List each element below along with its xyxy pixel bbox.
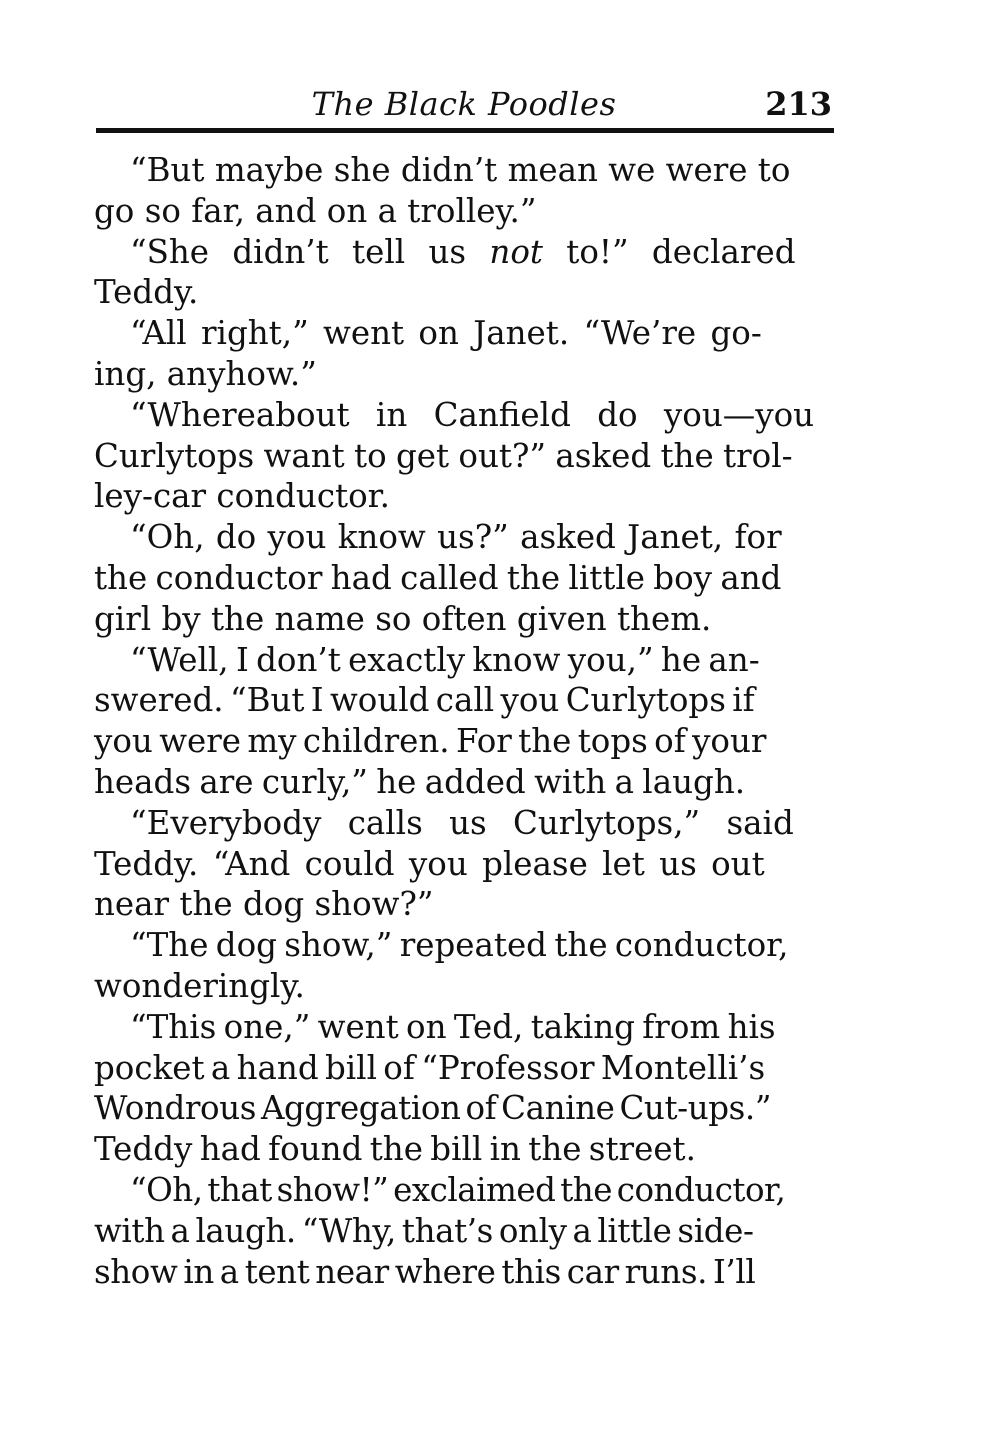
text-line: with a laugh. “Why, that’s only a little side-: [94, 1211, 754, 1250]
text-line: “All right,” went on Janet. “We’re go-: [130, 314, 762, 353]
text-run: to!” declared: [542, 232, 796, 271]
paragraph: [94, 925, 834, 1007]
text-line: heads are curly,” he added with a laugh.: [94, 762, 746, 801]
text-line: pocket a hand bill of “Professor Montelli’s: [94, 1048, 766, 1087]
text-line: “Everybody calls us Curlytops,” said: [130, 803, 794, 842]
paragraph: [94, 232, 834, 314]
text-line: [94, 232, 834, 273]
text-line: girl by the name so often given them.: [94, 599, 712, 638]
text-line: Teddy had found the bill in the street.: [94, 1130, 696, 1169]
text-line: wonderingly.: [94, 966, 305, 1005]
text-run: “She didn’t tell us: [130, 232, 490, 271]
emphasis: not: [489, 232, 543, 271]
paragraph: [94, 803, 834, 925]
running-title: The Black Poodles: [311, 85, 617, 123]
text-line: “This one,” went on Ted, taking from his: [130, 1007, 776, 1046]
text-line: “Whereabout in Canfield do you—you: [130, 395, 815, 434]
text-line: “Oh, that show!” exclaimed the conductor,: [130, 1170, 786, 1209]
paragraph: [94, 517, 834, 639]
running-head: [96, 82, 832, 126]
text-line: near the dog show?”: [94, 885, 434, 924]
text-line: “The dog show,” repeated the conductor,: [130, 926, 789, 965]
body-text: [94, 150, 834, 1292]
text-line: Teddy. “And could you please let us out: [94, 844, 765, 883]
text-line: “Well, I don’t exactly know you,” he an-: [130, 640, 760, 679]
text-line: swered. “But I would call you Curlytops if: [94, 681, 755, 720]
paragraph: [94, 395, 834, 517]
text-line: Teddy.: [94, 273, 199, 312]
header-rule: [96, 128, 834, 133]
paragraph: [94, 313, 834, 395]
paragraph: [94, 1007, 834, 1170]
page-number: 213: [765, 85, 832, 123]
paragraph: [94, 1170, 834, 1292]
text-line: Wondrous Aggregation of Canine Cut-ups.”: [94, 1089, 772, 1128]
text-line: the conductor had called the little boy and: [94, 558, 782, 597]
text-line: ley-car conductor.: [94, 477, 390, 516]
paragraph: [94, 150, 834, 232]
text-line: “But maybe she didn’t mean we were to: [130, 151, 791, 189]
text-line: go so far, and on a trolley.”: [94, 191, 537, 230]
text-line: ing, anyhow.”: [94, 354, 317, 393]
paragraph: [94, 640, 834, 803]
text-line: Curlytops want to get out?” asked the trol-: [94, 436, 793, 475]
text-line: “Oh, do you know us?” asked Janet, for: [130, 518, 782, 557]
text-line: show in a tent near where this car runs. I’ll: [94, 1252, 756, 1291]
text-line: you were my children. For the tops of your: [94, 722, 767, 761]
